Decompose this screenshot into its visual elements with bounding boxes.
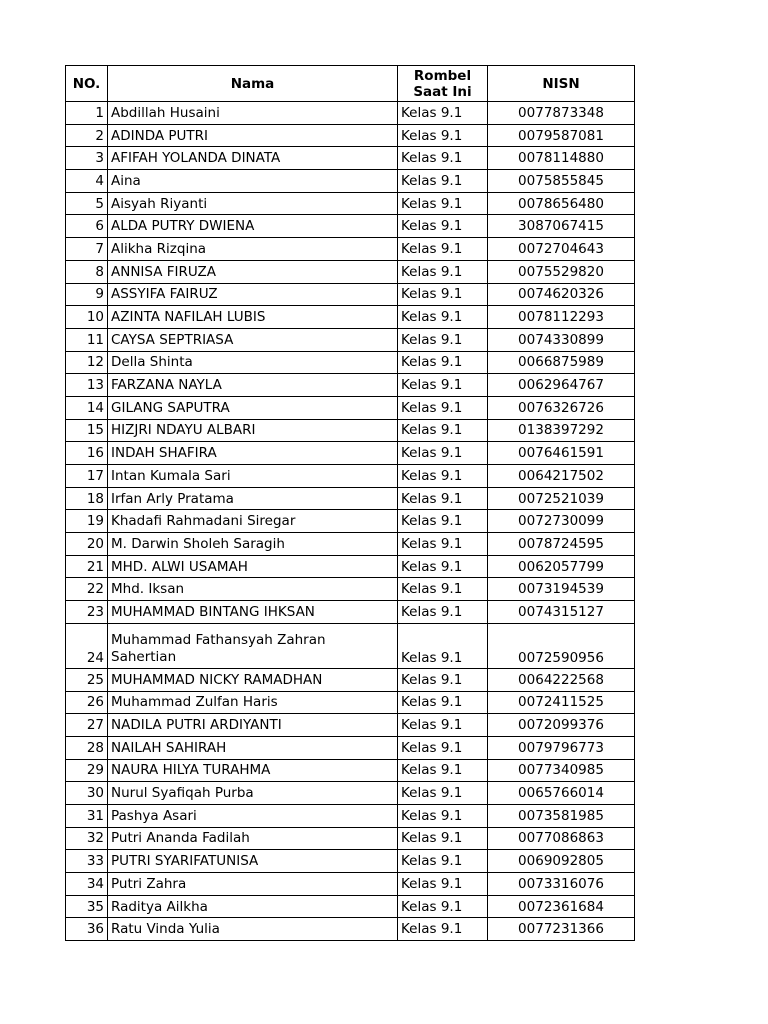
row-number: 27 (66, 714, 108, 737)
header-no: NO. (66, 66, 108, 102)
student-nisn: 0074315127 (488, 601, 635, 624)
student-name: Abdillah Husaini (108, 102, 398, 125)
student-nisn: 0062057799 (488, 555, 635, 578)
student-name: NAURA HILYA TURAHMA (108, 759, 398, 782)
row-number: 31 (66, 804, 108, 827)
student-class: Kelas 9.1 (398, 804, 488, 827)
student-nisn: 0072730099 (488, 510, 635, 533)
student-nisn: 0077340985 (488, 759, 635, 782)
student-nisn: 0076461591 (488, 442, 635, 465)
student-name: FARZANA NAYLA (108, 374, 398, 397)
table-row (66, 804, 635, 827)
table-row (66, 623, 635, 668)
row-number: 32 (66, 827, 108, 850)
table-row (66, 782, 635, 805)
student-class: Kelas 9.1 (398, 147, 488, 170)
table-row (66, 192, 635, 215)
table-row (66, 147, 635, 170)
table-row (66, 215, 635, 238)
student-nisn: 0138397292 (488, 419, 635, 442)
row-number: 20 (66, 533, 108, 556)
student-name: ANNISA FIRUZA (108, 260, 398, 283)
row-number: 25 (66, 668, 108, 691)
row-number: 16 (66, 442, 108, 465)
table-row (66, 170, 635, 193)
student-nisn: 0072361684 (488, 895, 635, 918)
student-class: Kelas 9.1 (398, 238, 488, 261)
row-number: 18 (66, 487, 108, 510)
row-number: 1 (66, 102, 108, 125)
header-nisn: NISN (488, 66, 635, 102)
student-class: Kelas 9.1 (398, 578, 488, 601)
student-class: Kelas 9.1 (398, 714, 488, 737)
student-nisn: 0079587081 (488, 124, 635, 147)
student-nisn: 0064217502 (488, 465, 635, 488)
student-nisn: 0078114880 (488, 147, 635, 170)
row-number: 30 (66, 782, 108, 805)
student-class: Kelas 9.1 (398, 850, 488, 873)
table-row (66, 736, 635, 759)
student-name: Intan Kumala Sari (108, 465, 398, 488)
table-row (66, 714, 635, 737)
student-name: Della Shinta (108, 351, 398, 374)
student-nisn: 0069092805 (488, 850, 635, 873)
row-number: 22 (66, 578, 108, 601)
table-row (66, 260, 635, 283)
student-nisn: 0066875989 (488, 351, 635, 374)
table-row (66, 374, 635, 397)
student-name: Putri Zahra (108, 873, 398, 896)
student-nisn: 0072099376 (488, 714, 635, 737)
student-name: HIZJRI NDAYU ALBARI (108, 419, 398, 442)
row-number: 34 (66, 873, 108, 896)
student-name: Muhammad Fathansyah Zahran Sahertian (108, 623, 398, 668)
student-class: Kelas 9.1 (398, 192, 488, 215)
row-number: 5 (66, 192, 108, 215)
student-roster-table (65, 65, 635, 941)
table-row (66, 396, 635, 419)
row-number: 26 (66, 691, 108, 714)
header-rombel-line1: Rombel (413, 67, 472, 84)
header-row (66, 66, 635, 102)
student-name: PUTRI SYARIFATUNISA (108, 850, 398, 873)
student-nisn: 0072411525 (488, 691, 635, 714)
student-name: MUHAMMAD BINTANG IHKSAN (108, 601, 398, 624)
student-name: Muhammad Zulfan Haris (108, 691, 398, 714)
table-row (66, 668, 635, 691)
row-number: 28 (66, 736, 108, 759)
table-row (66, 419, 635, 442)
header-name: Nama (108, 66, 398, 102)
table-row (66, 102, 635, 125)
student-nisn: 0074330899 (488, 328, 635, 351)
student-class: Kelas 9.1 (398, 465, 488, 488)
student-name: Khadafi Rahmadani Siregar (108, 510, 398, 533)
student-class: Kelas 9.1 (398, 691, 488, 714)
table-row (66, 578, 635, 601)
student-nisn: 0062964767 (488, 374, 635, 397)
student-class: Kelas 9.1 (398, 601, 488, 624)
table-row (66, 510, 635, 533)
table-row (66, 442, 635, 465)
table-row (66, 601, 635, 624)
student-class: Kelas 9.1 (398, 374, 488, 397)
student-nisn: 0065766014 (488, 782, 635, 805)
table-row (66, 328, 635, 351)
student-nisn: 3087067415 (488, 215, 635, 238)
student-class: Kelas 9.1 (398, 396, 488, 419)
student-nisn: 0072521039 (488, 487, 635, 510)
student-class: Kelas 9.1 (398, 759, 488, 782)
student-class: Kelas 9.1 (398, 736, 488, 759)
student-class: Kelas 9.1 (398, 873, 488, 896)
row-number: 9 (66, 283, 108, 306)
table-row (66, 827, 635, 850)
student-class: Kelas 9.1 (398, 827, 488, 850)
table-row (66, 238, 635, 261)
student-class: Kelas 9.1 (398, 782, 488, 805)
student-class: Kelas 9.1 (398, 215, 488, 238)
student-name: Mhd. Iksan (108, 578, 398, 601)
student-class: Kelas 9.1 (398, 328, 488, 351)
student-name: ADINDA PUTRI (108, 124, 398, 147)
student-class: Kelas 9.1 (398, 419, 488, 442)
row-number: 35 (66, 895, 108, 918)
row-number: 2 (66, 124, 108, 147)
table-row (66, 124, 635, 147)
student-nisn: 0064222568 (488, 668, 635, 691)
student-class: Kelas 9.1 (398, 306, 488, 329)
row-number: 11 (66, 328, 108, 351)
student-name: CAYSA SEPTRIASA (108, 328, 398, 351)
student-class: Kelas 9.1 (398, 260, 488, 283)
student-name: NADILA PUTRI ARDIYANTI (108, 714, 398, 737)
table-row (66, 873, 635, 896)
row-number: 14 (66, 396, 108, 419)
student-name: ASSYIFA FAIRUZ (108, 283, 398, 306)
student-name: Putri Ananda Fadilah (108, 827, 398, 850)
student-class: Kelas 9.1 (398, 170, 488, 193)
student-class: Kelas 9.1 (398, 351, 488, 374)
student-nisn: 0074620326 (488, 283, 635, 306)
row-number: 13 (66, 374, 108, 397)
table-row (66, 850, 635, 873)
table-row (66, 533, 635, 556)
student-nisn: 0079796773 (488, 736, 635, 759)
student-class: Kelas 9.1 (398, 668, 488, 691)
student-nisn: 0072704643 (488, 238, 635, 261)
student-class: Kelas 9.1 (398, 533, 488, 556)
row-number: 23 (66, 601, 108, 624)
student-nisn: 0076326726 (488, 396, 635, 419)
student-nisn: 0073581985 (488, 804, 635, 827)
table-row (66, 465, 635, 488)
table-row (66, 283, 635, 306)
row-number: 33 (66, 850, 108, 873)
student-name: Pashya Asari (108, 804, 398, 827)
row-number: 3 (66, 147, 108, 170)
student-name: Irfan Arly Pratama (108, 487, 398, 510)
student-name: Alikha Rizqina (108, 238, 398, 261)
student-name: Nurul Syafiqah Purba (108, 782, 398, 805)
student-class: Kelas 9.1 (398, 510, 488, 533)
student-class: Kelas 9.1 (398, 555, 488, 578)
header-rombel (398, 66, 488, 102)
student-name: Aina (108, 170, 398, 193)
student-nisn: 0073316076 (488, 873, 635, 896)
row-number: 4 (66, 170, 108, 193)
student-name: INDAH SHAFIRA (108, 442, 398, 465)
student-nisn: 0075529820 (488, 260, 635, 283)
student-name: M. Darwin Sholeh Saragih (108, 533, 398, 556)
table-row (66, 691, 635, 714)
row-number: 21 (66, 555, 108, 578)
row-number: 7 (66, 238, 108, 261)
row-number: 12 (66, 351, 108, 374)
student-name: MHD. ALWI USAMAH (108, 555, 398, 578)
student-name: AFIFAH YOLANDA DINATA (108, 147, 398, 170)
student-name: GILANG SAPUTRA (108, 396, 398, 419)
student-name: Ratu Vinda Yulia (108, 918, 398, 941)
student-name: MUHAMMAD NICKY RAMADHAN (108, 668, 398, 691)
student-nisn: 0075855845 (488, 170, 635, 193)
row-number: 8 (66, 260, 108, 283)
row-number: 15 (66, 419, 108, 442)
row-number: 19 (66, 510, 108, 533)
student-name: ALDA PUTRY DWIENA (108, 215, 398, 238)
student-nisn: 0073194539 (488, 578, 635, 601)
row-number: 36 (66, 918, 108, 941)
student-class: Kelas 9.1 (398, 283, 488, 306)
table-row (66, 306, 635, 329)
table-row (66, 555, 635, 578)
student-nisn: 0072590956 (488, 623, 635, 668)
student-nisn: 0077086863 (488, 827, 635, 850)
student-class: Kelas 9.1 (398, 487, 488, 510)
roster-body (66, 102, 635, 941)
student-class: Kelas 9.1 (398, 102, 488, 125)
row-number: 24 (66, 623, 108, 668)
student-class: Kelas 9.1 (398, 895, 488, 918)
student-nisn: 0078112293 (488, 306, 635, 329)
table-row (66, 918, 635, 941)
row-number: 6 (66, 215, 108, 238)
student-name: Raditya Ailkha (108, 895, 398, 918)
student-nisn: 0078724595 (488, 533, 635, 556)
student-name: Aisyah Riyanti (108, 192, 398, 215)
table-row (66, 895, 635, 918)
student-nisn: 0077873348 (488, 102, 635, 125)
student-name: NAILAH SAHIRAH (108, 736, 398, 759)
student-class: Kelas 9.1 (398, 623, 488, 668)
student-class: Kelas 9.1 (398, 442, 488, 465)
table-row (66, 759, 635, 782)
header-rombel-line2: Saat Ini (413, 83, 472, 100)
student-nisn: 0078656480 (488, 192, 635, 215)
table-row (66, 487, 635, 510)
row-number: 17 (66, 465, 108, 488)
student-class: Kelas 9.1 (398, 918, 488, 941)
row-number: 10 (66, 306, 108, 329)
table-row (66, 351, 635, 374)
student-nisn: 0077231366 (488, 918, 635, 941)
student-class: Kelas 9.1 (398, 124, 488, 147)
student-name: AZINTA NAFILAH LUBIS (108, 306, 398, 329)
row-number: 29 (66, 759, 108, 782)
